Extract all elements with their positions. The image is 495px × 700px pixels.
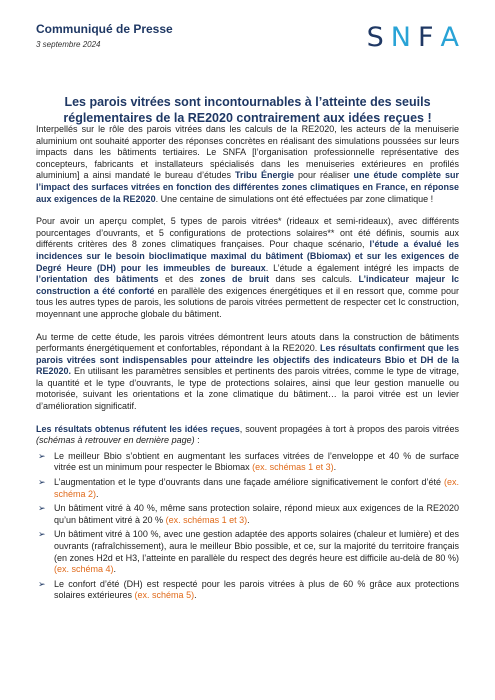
paragraph-study: [36, 216, 459, 320]
bold-text: l’orientation des bâtiments: [36, 274, 159, 285]
list-item: [36, 529, 459, 575]
text: Un bâtiment vitré à 40 %, même sans protection solaire, répond mieux aux exigences de la RE2020 qu’un bâtiment vitré à 20 %: [54, 503, 459, 525]
text: pour réaliser: [294, 170, 354, 181]
text: .: [113, 564, 117, 575]
bold-text: une étude complète sur l’impact des surfaces vitrées en fonction des différentes zones climatiques en France, en réponse aux exigences de la RE2020: [36, 170, 459, 204]
schema-reference: (ex. schémas 1 et 3): [252, 462, 334, 473]
text: . L’étude a également intégré les impacts de: [265, 262, 459, 273]
logo-letter-n: N: [390, 22, 411, 53]
text: Le meilleur Bbio s’obtient en augmentant les surfaces vitrées de l’enveloppe et 40 % de surface vitrée est un minimum pour respecter le Bbiomax: [54, 450, 459, 473]
text: et des: [158, 274, 200, 285]
list-item: [36, 579, 459, 602]
press-release-title: Les parois vitrées sont incontournables à l’atteinte des seuils réglementaires de la RE2020 contrairement aux idées reçues !: [63, 95, 432, 125]
press-release-body: [36, 124, 459, 605]
list-item: [36, 477, 459, 500]
header: [36, 18, 459, 60]
document-date: 3 septembre 2024: [36, 40, 101, 49]
arrow-bullet-icon: ➢: [38, 477, 46, 488]
text: Un bâtiment vitré à 100 %, avec une gestion adaptée des apports solaires (chaleur et lumière) et des ouvrants (rafraîchissement), aura le meilleur Bbio possible, et ce, sur la majorité du territoire français (en zones H2d et H3, l’atteinte en parallèle du respect des degrés heure est difficile au-delà de 80 %): [54, 529, 459, 563]
text: Interpellés sur le rôle des parois vitrées dans les calculs de la RE2020, les acteurs de la menuiserie aluminium ont souhaité apporter des réponses concrètes en réalisant des simulations poussées sur leurs impacts dans les bâtiments tertiaires. Le SNFA [l’organisation professionnelle représentative des concepteurs, fabricants et installateurs spécialisés dans les menuiseries extérieures en profilés aluminium] a ainsi mandaté le bureau d’études: [36, 124, 459, 181]
document-type: Communiqué de Presse: [36, 22, 173, 36]
text: L’augmentation et le type d’ouvrants dans une façade améliore significativement le confort d’été: [54, 477, 444, 488]
bold-text: l’étude a évalué les incidences sur le besoin bioclimatique maximal du bâtiment (Bbiomax) et sur les exigences de Degré Heure (DH) pour les immeubles de bureaux: [36, 239, 459, 273]
text: . Une centaine de simulations ont été effectuées par zone climatique !: [155, 193, 434, 204]
schema-reference: (ex. schéma 5): [134, 590, 195, 601]
list-item: [36, 503, 459, 526]
italic-note: (schémas à retrouver en dernière page): [36, 435, 195, 446]
schema-reference: (ex. schéma 2): [54, 477, 459, 499]
bold-text: zones de bruit: [199, 274, 269, 285]
text: , souvent propagées à tort à propos des parois vitrées: [239, 423, 459, 434]
text: Pour avoir un aperçu complet, 5 types de parois vitrées* (rideaux et semi-rideaux), avec différents pourcentages d’ouvrants, et 5 configurations de protections solaires** ont été définis, soumis aux différents critères des 8 zones climatiques françaises. Pour chaque scénario,: [36, 216, 459, 250]
logo-letter-s: S: [366, 22, 384, 53]
text: en parallèle des exigences énergétiques et il en ressort que, comme pour tous les autres types de parois, les solutions de parois vitrées permettent de respecter cet Ic construction, moyennant une approche globale du bâtiment.: [36, 285, 460, 319]
snfa-logo: [367, 22, 459, 53]
paragraph-intro: [36, 124, 459, 205]
schema-reference: (ex. schéma 4): [54, 564, 114, 575]
bold-text: Les résultats confirment que les parois vitrées sont indispensables pour atteindre les objectifs des indicateurs Bbio et DH de la RE2020.: [36, 343, 459, 377]
results-list: [36, 451, 459, 602]
logo-letter-a: A: [440, 22, 459, 53]
schema-reference: (ex. schémas 1 et 3): [165, 514, 248, 525]
bold-text: L’indicateur majeur Ic construction a été conforté: [36, 274, 459, 296]
logo-letter-f: F: [417, 22, 434, 53]
text: Le confort d’été (DH) est respecté pour les parois vitrées à plus de 60 % grâce aux protections solaires extérieures: [54, 578, 459, 601]
text: .: [247, 514, 250, 525]
text: .: [96, 488, 99, 499]
bold-text: Tribu Énergie: [235, 170, 295, 181]
paragraph-conclusion: [36, 332, 459, 413]
list-item: [36, 451, 459, 474]
arrow-bullet-icon: ➢: [38, 450, 46, 461]
text: En utilisant les paramètres sensibles et pertinents des parois vitrées, comme le type de vitrage, la quantité et le type d’ouvrants, le type de protections solaires, ainsi que leur gestion manuelle ou motorisée, suivant les orientations et la zone climatique du bâtiment… la paroi vitrée est un levier d’amélioration significatif.: [36, 366, 459, 412]
text: Au terme de cette étude, les parois vitrées démontrent leurs atouts dans la construction de bâtiments performants énergétiquement et confortables, répondant à la RE2020.: [36, 331, 459, 354]
bold-text: Les résultats obtenus réfutent les idées reçues: [36, 423, 240, 434]
arrow-bullet-icon: ➢: [38, 503, 46, 514]
text: dans ses calculs.: [268, 274, 359, 285]
text: .: [333, 462, 337, 473]
arrow-bullet-icon: ➢: [38, 529, 46, 540]
paragraph-results-intro: [36, 424, 459, 447]
text: .: [194, 590, 197, 601]
arrow-bullet-icon: ➢: [38, 578, 46, 589]
text: :: [194, 435, 200, 446]
